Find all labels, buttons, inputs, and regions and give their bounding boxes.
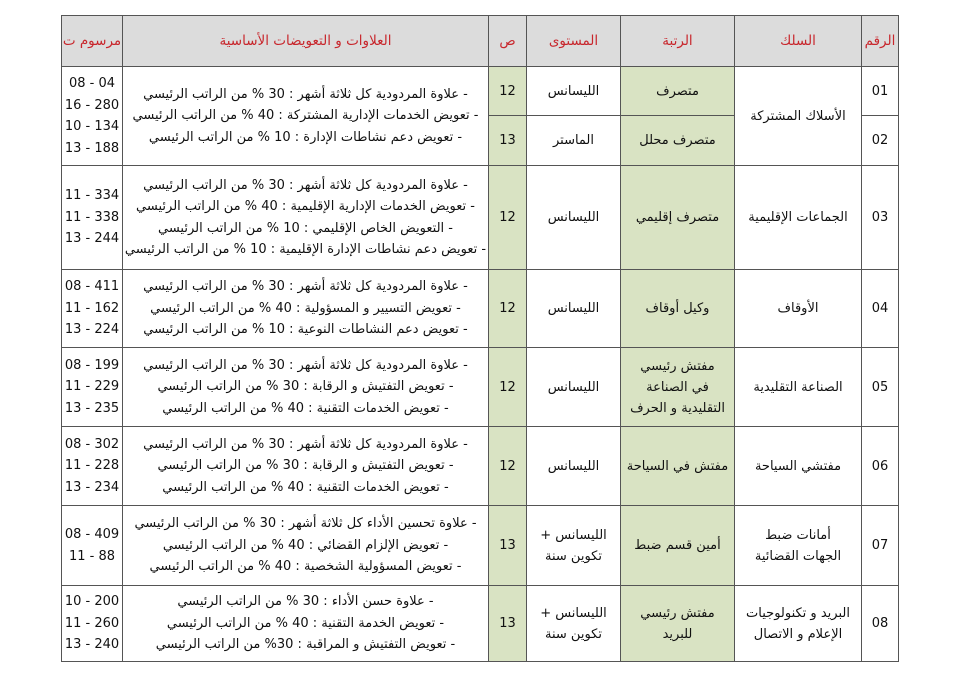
decree-cell — [62, 586, 123, 662]
header-decree: مرسوم ت — [62, 16, 123, 67]
table-row — [62, 427, 899, 506]
decree-line: 13 - 240 — [64, 637, 120, 653]
decree-line: 10 - 134 — [64, 119, 120, 134]
decree-line: 11 - 229 — [64, 379, 120, 395]
rank-cell: أمين قسم ضبط — [621, 506, 735, 586]
decree-cell — [62, 270, 123, 348]
decree-line: 13 - 224 — [64, 322, 120, 338]
corps-cell — [735, 506, 862, 586]
decree-line: 08 - 302 — [64, 436, 120, 452]
allowance-line: - علاوة المردودية كل ثلاثة أشهر : 30 % من الراتب الرئيسي — [143, 279, 468, 295]
allowance-line: - علاوة المردودية كل ثلاثة أشهر : 30 % من الراتب الرئيسي — [143, 86, 468, 102]
header-allowances: العلاوات و التعويضات الأساسية — [123, 16, 489, 67]
decree-line: 11 - 162 — [64, 300, 120, 316]
level-line: تكوين سنة — [545, 626, 602, 642]
row-number: 05 — [862, 348, 899, 427]
table-row — [62, 270, 899, 348]
rank-line: التقليدية و الحرف — [630, 400, 725, 416]
allowance-line: - تعويض الخدمات التقنية : 40 % من الراتب الرئيسي — [162, 479, 449, 495]
scale-cell: 12 — [489, 166, 527, 270]
row-number: 01 — [862, 67, 899, 116]
rank-line: مفتش رئيسي — [640, 358, 715, 374]
level-line: تكوين سنة — [545, 548, 602, 564]
allowances-cell — [123, 270, 489, 348]
level-line: الليسانس + — [540, 527, 607, 543]
allowance-line: - تعويض التفتيش و المراقبة : 30% من الراتب الرئيسي — [155, 637, 456, 653]
corps-cell — [735, 586, 862, 662]
allowance-line: - علاوة حسن الأداء : 30 % من الراتب الرئيسي — [177, 594, 434, 610]
allowance-line: - تعويض دعم النشاطات النوعية : 10 % من الراتب الرئيسي — [143, 322, 468, 338]
allowance-line: - تعويض الإلزام القضائي : 40 % من الراتب الرئيسي — [162, 537, 449, 553]
allowance-line: - تعويض التفتيش و الرقابة : 30 % من الراتب الرئيسي — [157, 458, 454, 474]
decree-line: 10 - 200 — [64, 594, 120, 610]
header-level: المستوى — [527, 16, 621, 67]
header-corps: السلك — [735, 16, 862, 67]
corps-cell: الأسلاك المشتركة — [735, 67, 862, 166]
table-row — [62, 166, 899, 270]
allowance-line: - تعويض دعم نشاطات الإدارة الإقليمية : 10 % من الراتب الرئيسي — [124, 242, 487, 257]
scale-cell: 12 — [489, 67, 527, 116]
header-number: الرقم — [862, 16, 899, 67]
allowance-line: - تعويض الخدمة التقنية : 40 % من الراتب الرئيسي — [166, 615, 445, 631]
allowance-line: - تعويض الخدمات التقنية : 40 % من الراتب الرئيسي — [162, 400, 449, 416]
allowances-cell — [123, 348, 489, 427]
corps-line: البريد و تكنولوجيات — [746, 605, 850, 621]
allowances-cell — [123, 166, 489, 270]
rank-cell — [621, 586, 735, 662]
allowances-cell — [123, 67, 489, 166]
row-number: 06 — [862, 427, 899, 506]
decree-cell — [62, 506, 123, 586]
decree-line: 08 - 409 — [64, 527, 120, 542]
allowance-line: - تعويض دعم نشاطات الإدارة : 10 % من الراتب الرئيسي — [148, 129, 463, 145]
level-line: الليسانس + — [540, 605, 607, 621]
corps-line: أمانات ضبط — [765, 527, 831, 543]
rank-cell — [621, 348, 735, 427]
rank-cell: مفتش في السياحة — [621, 427, 735, 506]
allowance-line: - تعويض الخدمات الإدارية المشتركة : 40 % من الراتب الرئيسي — [132, 108, 479, 124]
level-cell: الليسانس — [527, 270, 621, 348]
decree-line: 13 - 188 — [64, 140, 120, 156]
row-number: 04 — [862, 270, 899, 348]
decree-cell — [62, 67, 123, 166]
level-cell — [527, 586, 621, 662]
decree-line: 13 - 234 — [64, 479, 120, 495]
rank-cell: متصرف محلل — [621, 116, 735, 166]
header-row — [62, 16, 899, 67]
decree-line: 08 - 199 — [64, 357, 120, 373]
decree-line: 11 - 228 — [64, 458, 120, 474]
header-rank: الرتبة — [621, 16, 735, 67]
level-cell — [527, 506, 621, 586]
allowance-line: - علاوة المردودية كل ثلاثة أشهر : 30 % من الراتب الرئيسي — [143, 357, 468, 373]
decree-line: 08 - 04 — [68, 76, 116, 91]
decree-line: 11 - 88 — [68, 548, 116, 564]
row-number: 02 — [862, 116, 899, 166]
scale-cell: 13 — [489, 506, 527, 586]
table-row — [62, 586, 899, 662]
table-row — [62, 67, 899, 116]
allowance-line: - علاوة المردودية كل ثلاثة أشهر : 30 % من الراتب الرئيسي — [143, 177, 468, 193]
level-cell: الليسانس — [527, 427, 621, 506]
level-cell: الليسانس — [527, 348, 621, 427]
allowance-line: - تعويض التسيير و المسؤولية : 40 % من الراتب الرئيسي — [150, 300, 461, 316]
row-number: 07 — [862, 506, 899, 586]
decree-line: 11 - 338 — [64, 209, 120, 225]
allowance-line: - تعويض الخدمات الإدارية الإقليمية : 40 % من الراتب الرئيسي — [136, 199, 475, 214]
header-scale: ص — [489, 16, 527, 67]
row-number: 08 — [862, 586, 899, 662]
allowance-line: - التعويض الخاص الإقليمي : 10 % من الراتب الرئيسي — [158, 220, 453, 236]
rank-line: مفتش رئيسي — [640, 605, 715, 621]
corps-line: الجهات القضائية — [754, 548, 842, 564]
allowance-line: - علاوة المردودية كل ثلاثة أشهر : 30 % من الراتب الرئيسي — [143, 436, 468, 452]
scale-cell: 12 — [489, 427, 527, 506]
allowances-table — [61, 15, 899, 662]
level-cell: الليسانس — [527, 166, 621, 270]
rank-cell: متصرف إقليمي — [621, 166, 735, 270]
corps-cell: الصناعة التقليدية — [735, 348, 862, 427]
decree-cell — [62, 166, 123, 270]
decree-line: 13 - 235 — [64, 400, 120, 416]
allowances-cell — [123, 586, 489, 662]
level-cell: الماستر — [527, 116, 621, 166]
corps-line: الإعلام و الاتصال — [753, 626, 843, 642]
scale-cell: 13 — [489, 116, 527, 166]
table-row — [62, 506, 899, 586]
corps-cell: الجماعات الإقليمية — [735, 166, 862, 270]
rank-cell: وكيل أوقاف — [621, 270, 735, 348]
allowance-line: - تعويض المسؤولية الشخصية : 40 % من الراتب الرئيسي — [149, 559, 462, 575]
rank-line: للبريد — [662, 626, 693, 642]
decree-line: 08 - 411 — [64, 279, 120, 295]
corps-cell: الأوقاف — [735, 270, 862, 348]
level-cell: الليسانس — [527, 67, 621, 116]
decree-line: 11 - 260 — [64, 615, 120, 631]
allowance-line: - تعويض التفتيش و الرقابة : 30 % من الراتب الرئيسي — [157, 379, 454, 395]
decree-cell — [62, 348, 123, 427]
decree-line: 11 - 334 — [64, 188, 120, 204]
scale-cell: 12 — [489, 348, 527, 427]
scale-cell: 13 — [489, 586, 527, 662]
decree-line: 16 - 280 — [64, 97, 120, 113]
table-row — [62, 348, 899, 427]
allowances-cell — [123, 506, 489, 586]
scale-cell: 12 — [489, 270, 527, 348]
decree-line: 13 - 244 — [64, 231, 120, 247]
decree-cell — [62, 427, 123, 506]
allowances-cell — [123, 427, 489, 506]
rank-line: في الصناعة — [646, 379, 709, 395]
rank-cell: متصرف — [621, 67, 735, 116]
row-number: 03 — [862, 166, 899, 270]
allowance-line: - علاوة تحسين الأداء كل ثلاثة أشهر : 30 % من الراتب الرئيسي — [134, 516, 477, 532]
corps-cell: مفتشي السياحة — [735, 427, 862, 506]
